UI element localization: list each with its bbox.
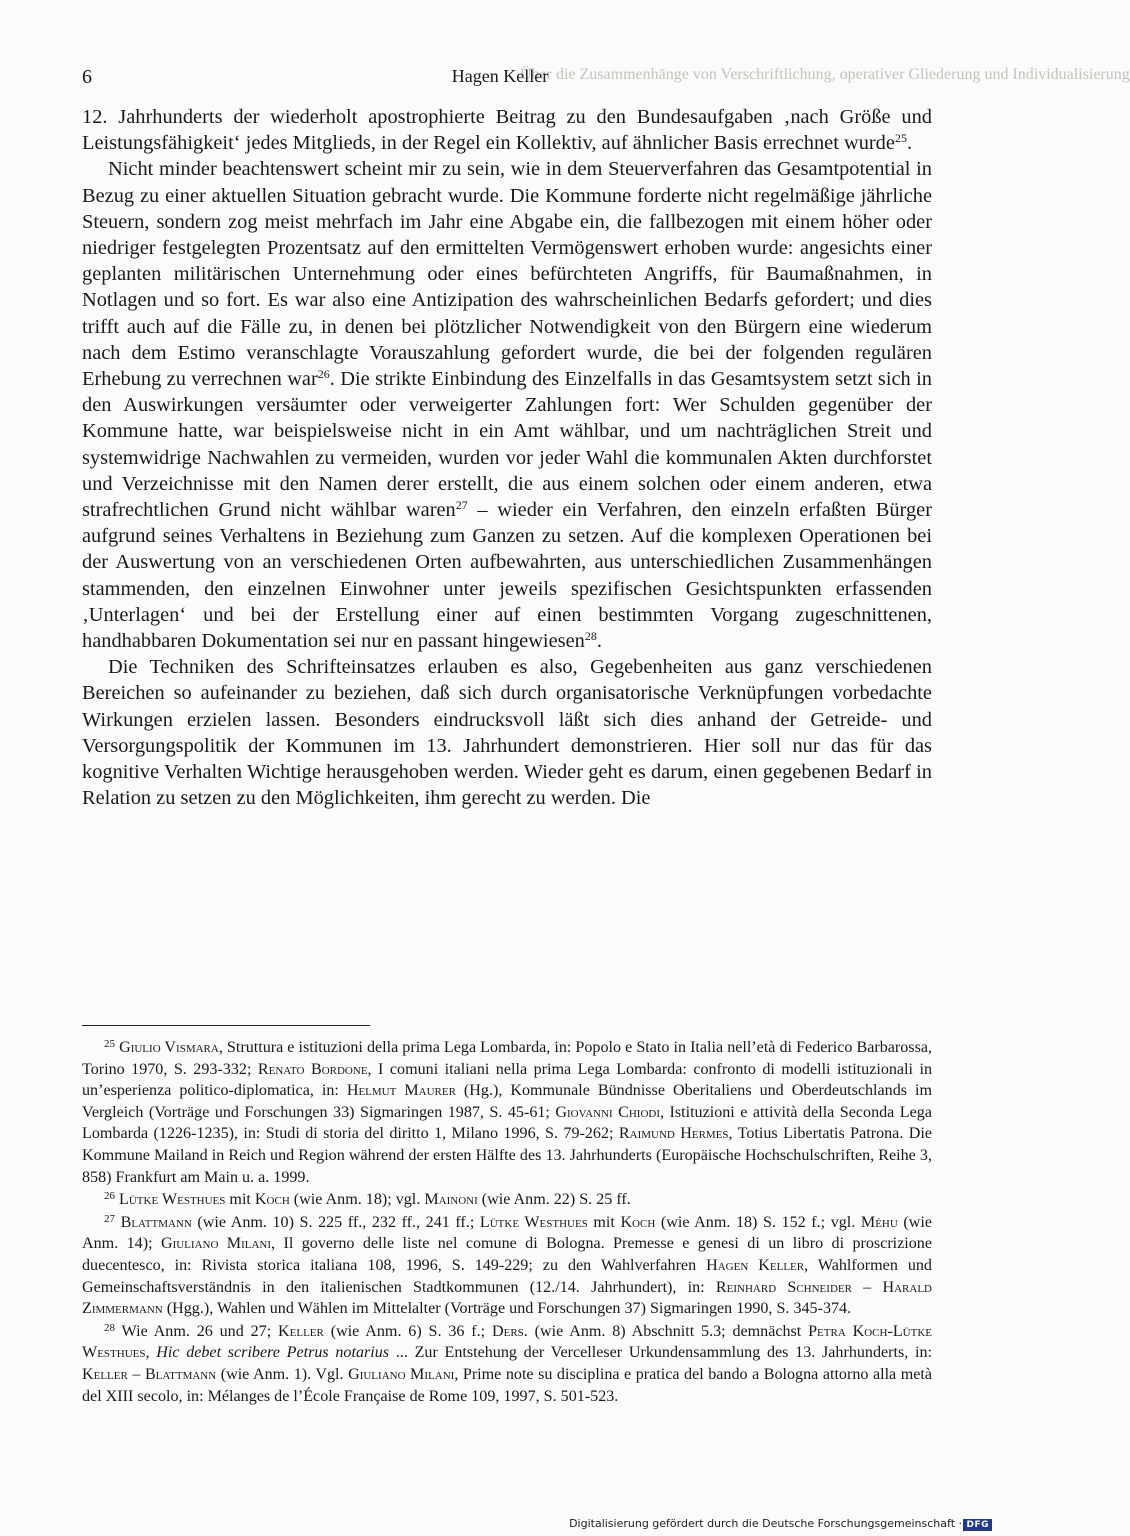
text-run: , Istituzioni e attività della Seconda Lega Lombarda (1226-1235), in: Studi di storia del diritto 1, Milano 1996, S. 79-262;: [82, 1103, 932, 1143]
text-run: , Prime note su disciplina e pratica del bando a Bologna attorno alla metà del XIII secolo, in: Mélanges de l’École Française de Rome 109, 1997, S. 501-523.: [82, 1365, 932, 1405]
text-run: mit: [225, 1191, 255, 1209]
author-name: Helmut Maurer: [346, 1082, 456, 1100]
author-name: Koch: [620, 1213, 656, 1231]
author-name: Giuliano Milani: [160, 1235, 272, 1253]
footnote-ref: 28: [584, 629, 597, 644]
body-paragraph: [82, 156, 932, 654]
text-run: (Hgg.), Wahlen und Wählen im Mittelalter (Vorträge und Forschungen 37) Sigmaringen 1990, S. 345-374.: [162, 1300, 852, 1318]
author-name: Giulio Vismara: [119, 1039, 219, 1056]
page-number: 6: [82, 66, 92, 88]
text-run: ... Zur Entstehung der Vercelleser Urkundensammlung des 13. Jahrhunderts, in:: [389, 1344, 932, 1362]
text-run: , I comuni italiani nella prima Lega Lombarda: confronto di modelli istituzionali in un’esperienza politico-diplomatica, in:: [82, 1060, 932, 1100]
footnote: [82, 1037, 932, 1188]
footnote-number: 28: [104, 1321, 115, 1334]
author-name: Ders.: [491, 1322, 528, 1340]
text-run: – wieder ein Verfahren, den einzeln erfaßten Bürger aufgrund seines Verhaltens in Beziehung zum Ganzen zu setzen. Auf die komplexen Operationen bei der Auswertung von an verschiedenen Orten aufbewahrten, aus unterschiedlichen Zusammenhängen stammenden, den einzelnen Einwohner unter jeweils spezifischen Gesichtspunkten erfassenden ‚Unterlagen‘ und bei der Erstellung einer auf einen bestimmten Vorgang zugeschnittenen, handhabbaren Dokumentation sei nur en passant hingewiesen: [82, 499, 932, 653]
text-run: mit: [587, 1213, 621, 1231]
text-run: (wie Anm. 6) S. 36 f.;: [323, 1322, 492, 1340]
author-name: Raimund Hermes: [618, 1125, 729, 1143]
author-name: Giovanni Chiodi: [555, 1103, 660, 1121]
text-run: (wie Anm. 1). Vgl.: [216, 1365, 349, 1383]
text-run: (wie Anm. 8) Abschnitt 5.3; demnächst: [527, 1322, 809, 1340]
author-name: Keller – Blattmann: [82, 1365, 217, 1383]
italic-title: Hic debet scribere Petrus notarius: [156, 1344, 390, 1362]
footnote-rule: [82, 1025, 370, 1026]
text-run: (wie Anm. 14);: [82, 1213, 932, 1253]
author-name: Blattmann: [120, 1213, 192, 1231]
body-paragraph: [82, 104, 932, 156]
footnotes: [82, 1037, 932, 1408]
text-run: (wie Anm. 18) S. 152 f.; vgl.: [655, 1213, 861, 1231]
author-name: Lütke Westhues: [479, 1213, 588, 1231]
dfg-logo: DFG: [963, 1519, 992, 1531]
author-name: Mainoni: [424, 1191, 478, 1209]
footnote: [82, 1212, 932, 1320]
author-name: Keller: [278, 1322, 324, 1340]
bleed-through-text: Über die Zusammenhänge von Verschriftlichung, operativer Gliederung und Individualisierung: [520, 66, 1130, 83]
text-run: (wie Anm. 10) S. 225 ff., 232 ff., 241 ff.;: [191, 1213, 480, 1231]
author-name: Koch: [254, 1191, 290, 1209]
author-name: Petra Koch-Lütke Westhues: [82, 1322, 932, 1362]
footnote-number: 25: [104, 1038, 115, 1050]
footnote-number: 27: [104, 1212, 115, 1225]
body-text: [82, 104, 932, 811]
text-run: Wie Anm. 26 und 27;: [121, 1322, 279, 1340]
text-run: .: [906, 132, 913, 155]
author-name: Giuliano Milani: [348, 1365, 455, 1383]
text-run: Nicht minder beachtenswert scheint mir zu sein, wie in dem Steuerverfahren das Gesamtpotential in Bezug zu einer aktuellen Situation gebracht wurde. Die Kommune forderte nicht regelmäßige jährliche Steuern, sondern zog meist mehrfach im Jahr eine Abgabe ein, die fallbezogen mit einem höher oder niedriger festgelegten Prozentsatz auf den ermittelten Vermögenswert erhoben wurde: angesichts einer geplanten militärischen Unternehmung oder eines befürchteten Angriffs, für Baumaßnahmen, in Notlagen und so fort. Es war also eine Antizipation des wahrscheinlichen Bedarfs gefordert; und dies trifft auch auf die Fälle zu, in denen bei plötzlicher Notwendigkeit von den Bürgern eine wiederum nach dem Estimo veranschlagte Vorauszahlung gefordert wurde, die bei der folgenden regulären Erhebung zu verrechnen war: [82, 158, 932, 391]
author-name: Lütke Westhues: [119, 1191, 226, 1209]
footnote: [82, 1321, 932, 1407]
text-run: .: [596, 630, 602, 653]
text-run: , Totius Libertatis Patrona. Die Kommune Mailand in Reich und Region während der ersten Hälfte des 13. Jahrhunderts (Europäische Hochschulschriften, Reihe 3, 858) Frankfurt am Main u. a. 1999.: [82, 1125, 932, 1186]
footnote: [82, 1189, 932, 1211]
text-run: (Hg.), Kommunale Bündnisse Oberitaliens und Oberdeutschlands im Vergleich (Vorträge und Forschungen 33) Sigmaringen 1987, S. 45-61;: [82, 1082, 932, 1121]
text-run: (wie Anm. 18); vgl.: [289, 1191, 425, 1209]
footnote-number: 26: [104, 1190, 115, 1203]
text-run: , Wahlformen und Gemeinschaftsverständnis in den italienischen Stadtkommunen (12./14. Jahrhundert), in:: [82, 1256, 932, 1296]
author-name: Reinhard Schneider – Harald Zimmermann: [82, 1278, 932, 1318]
text-run: . Die strikte Einbindung des Einzelfalls in das Gesamtsystem setzt sich in den Auswirkungen versäumter oder verweigerter Zahlungen fort: Wer Schulden gegenüber der Kommune hatte, war beispielsweise nicht in ein Amt wählbar, und um nachträglichen Streit und systemwidrige Nachwahlen zu vermeiden, wurden vor jeder Wahl die kommunalen Akten durchforstet und Verzeichnisse mit den Namen derer erstellt, die aus einem solchen oder einem anderen, etwa strafrechtlichen Grund nicht wählbar waren: [82, 368, 932, 522]
author-name: Méhu: [860, 1213, 898, 1231]
digitization-credit: Digitalisierung gefördert durch die Deutsche Forschungsgemeinschaft ·: [569, 1517, 962, 1530]
text-run: , Struttura e istituzioni della prima Lega Lombarda, in: Popolo e Stato in Italia nell’età di Federico Barbarossa, Torino 1970, S. 293-332;: [82, 1039, 932, 1078]
author-name: Renato Bordone: [257, 1060, 368, 1078]
footnote-ref: 27: [455, 498, 468, 513]
footnote-ref: 26: [317, 367, 330, 382]
text-run: , Il governo delle liste nel comune di Bologna. Premesse e genesi di un libro di proscrizione duecentesco, in: Rivista storica italiana 108, 1996, S. 149-229; zu den Wahlverfahren: [82, 1235, 932, 1274]
text-run: 12. Jahrhunderts der wiederholt apostrophierte Beitrag zu den Bundesaufgaben ‚nach Größe und Leistungsfähigkeit‘ jedes Mitglieds, in der Regel ein Kollektiv, auf ähnlicher Basis errechnet wurde: [82, 106, 932, 155]
author-name: Hagen Keller: [706, 1256, 805, 1274]
text-run: ,: [145, 1344, 157, 1362]
running-head: Hagen Keller: [451, 66, 549, 86]
body-paragraph: [82, 654, 932, 811]
footnote-ref: 25: [894, 131, 907, 146]
text-run: (wie Anm. 22) S. 25 ff.: [477, 1191, 631, 1209]
text-run: Die Techniken des Schrifteinsatzes erlauben es also, Gegebenheiten aus ganz verschiedenen Bereichen so aufeinander zu beziehen, daß sich durch organisatorische Verknüpfungen vorbedachte Wirkungen erzielen lassen. Besonders eindrucksvoll läßt sich dies anhand der Getreide- und Versorgungspolitik der Kommunen im 13. Jahrhundert demonstrieren. Hier soll nur das für das kognitive Verhalten Wichtige herausgehoben werden. Wieder geht es darum, einen gegebenen Bedarf in Relation zu setzen zu den Möglichkeiten, ihm gerecht zu werden. Die: [82, 656, 932, 810]
